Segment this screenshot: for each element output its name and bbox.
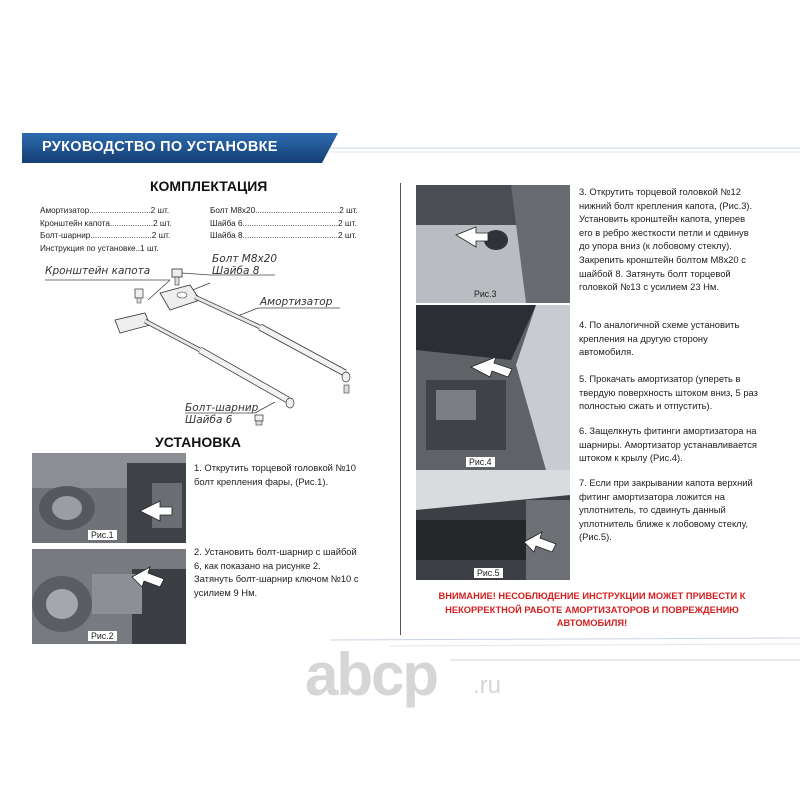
abcp-logo: abcp — [305, 641, 438, 708]
step-7-line: уплотнитель, то сдвинуть данный — [579, 504, 726, 516]
step-6-line: 6. Защелкнуть фитинги амортизатора на — [579, 425, 757, 436]
decor-lines-top — [330, 120, 800, 180]
kit-item: Амортизатор...........................2 шт. — [40, 206, 170, 215]
step-3-line: 3. Открутить торцевой головкой №12 — [579, 186, 741, 197]
small-bolt-icon — [135, 289, 143, 303]
photo-fig1 — [32, 453, 186, 543]
kit-item: Шайба 8..........................................2 шт. — [210, 231, 357, 240]
step-6 — [579, 424, 757, 465]
page-title: РУКОВОДСТВО ПО УСТАНОВКЕ — [42, 139, 278, 155]
fig1-caption: Рис.1 — [88, 530, 117, 540]
kit-list-left — [40, 205, 172, 255]
hinge-bolt-icon — [255, 415, 263, 425]
step-3-line: его в ребро жесткости петли и сдвинув — [579, 226, 749, 238]
column-divider — [400, 183, 401, 635]
step-6-line: шарниры. Амортизатор устанавливается — [579, 438, 757, 450]
step-2-line: 6, как показано на рисунке 2. — [194, 559, 321, 571]
label-bracket: Кронштейн капота — [45, 265, 151, 277]
warning-line: НЕКОРРЕКТНОЙ РАБОТЕ АМОРТИЗАТОРОВ И ПОВРЕЖДЕНИЮ — [445, 604, 739, 615]
abcp-logo-tld: .ru — [473, 672, 502, 699]
step-1 — [194, 461, 356, 488]
step-7-line: уплотнитель ближе к лобовому стеклу, — [579, 517, 748, 529]
kit-item: Болт-шарнир...........................2 шт. — [40, 231, 171, 240]
step-1-line: болт крепления фары, (Рис.1). — [194, 475, 329, 487]
step-5 — [579, 372, 758, 413]
photo-fig3 — [416, 185, 570, 303]
step-7 — [579, 476, 753, 544]
label-strut: Амортизатор — [260, 296, 333, 308]
warning-line: ВНИМАНИЕ! НЕСОБЛЮДЕНИЕ ИНСТРУКЦИИ МОЖЕТ ПРИВЕСТИ К — [438, 591, 746, 601]
install-title: УСТАНОВКА — [155, 434, 242, 450]
step-5-line: полностью сжать и отпустить). — [579, 400, 713, 412]
fig4-caption: Рис.4 — [466, 457, 495, 467]
step-2-line: Затянуть болт-шарнир ключом №10 с — [194, 573, 359, 585]
label-washer-6: Шайба 6 — [185, 414, 233, 426]
step-4 — [579, 318, 739, 359]
kit-list-right — [210, 205, 358, 243]
photo-fig5 — [416, 470, 570, 580]
kit-item: Кронштейн капота...................2 шт. — [40, 218, 172, 228]
bolt-m8-icon — [172, 269, 182, 285]
hood-bracket-icon — [160, 285, 200, 310]
step-2-line: усилием 9 Нм. — [194, 586, 258, 598]
step-6-line: штоком к крылу (Рис.4). — [579, 452, 683, 464]
kit-title: КОМПЛЕКТАЦИЯ — [150, 178, 268, 194]
step-5-line: 5. Прокачать амортизатор (упереть в — [579, 373, 741, 384]
step-7-line: 7. Если при закрывании капота верхний — [579, 477, 753, 488]
step-4-line: 4. По аналогичной схеме установить — [579, 319, 740, 330]
step-5-line: твердую поверхность штоком вниз, 5 раз — [579, 386, 758, 398]
photo-fig4 — [416, 305, 570, 470]
label-hinge-bolt: Болт-шарнир — [185, 402, 259, 414]
step-4-line: автомобиля. — [579, 346, 634, 358]
step-3-line: шайбой 8. Затянуть болт торцевой — [579, 267, 731, 279]
step-2-line: 2. Установить болт-шарнир с шайбой — [194, 546, 357, 557]
step-7-line: фитинг амортизатора ложится на — [579, 490, 725, 502]
kit-item: Инструкция по установке..1 шт. — [40, 243, 159, 253]
photo-fig2 — [32, 549, 186, 644]
step-3-line: до упора вниз (к лобовому стеклу). — [579, 240, 732, 252]
step-3-line: головкой №13 с усилием 23 Нм. — [579, 281, 719, 293]
warning-text — [404, 590, 780, 631]
step-3-line: Закрепить кронштейн болтом М8х20 с — [579, 253, 746, 265]
warning-line: АВТОМОБИЛЯ! — [556, 618, 628, 628]
label-washer-8: Шайба 8 — [212, 265, 260, 277]
step-1-line: 1. Открутить торцевой головкой №10 — [194, 462, 356, 473]
step-4-line: крепления на другую сторону — [579, 332, 708, 344]
fig3-caption: Рис.3 — [474, 289, 497, 299]
step-3-line: нижний болт крепления капота, (Рис.3). — [579, 199, 753, 211]
step-3-line: Установить кронштейн капота, уперев — [579, 213, 746, 225]
kit-item: Шайба 6..........................................2 шт. — [210, 218, 357, 228]
kit-item: Болт М8х20.....................................2 шт. — [210, 206, 358, 215]
step-3 — [579, 185, 752, 294]
gas-strut-upper — [195, 297, 350, 393]
fig2-caption: Рис.2 — [88, 631, 117, 641]
step-2 — [194, 545, 359, 599]
header-banner — [22, 133, 338, 163]
fig5-caption: Рис.5 — [474, 568, 503, 578]
step-7-line: (Рис.5). — [579, 531, 612, 543]
label-bolt-m8: Болт М8х20 — [212, 253, 278, 265]
